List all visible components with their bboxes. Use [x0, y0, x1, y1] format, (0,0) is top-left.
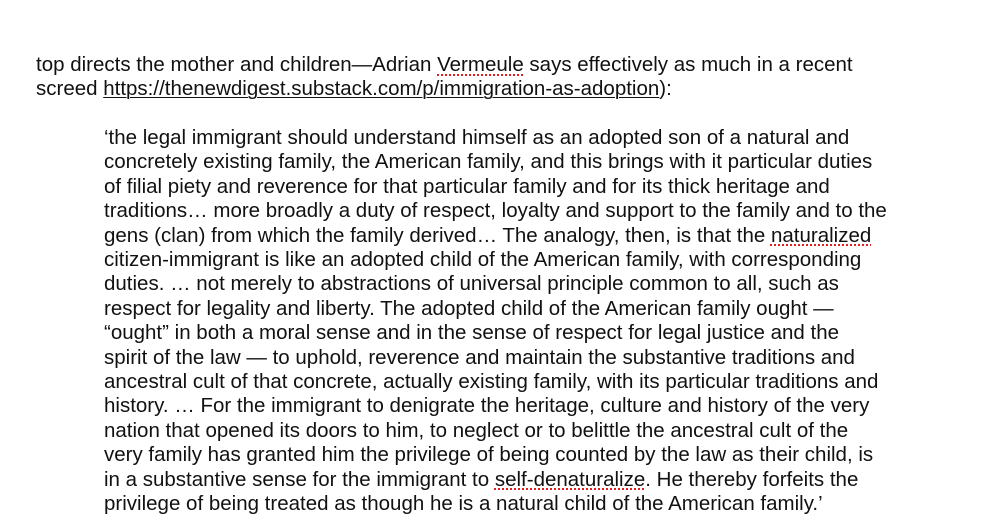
quote-line: respect for legality and liberty. The adopted child of the American family ought — [104, 296, 834, 320]
quote-text: . He thereby forfeits the [645, 467, 859, 491]
quote-line: history. … For the immigrant to denigrate the heritage, culture and history of the very [104, 394, 870, 418]
intro-paragraph [36, 53, 986, 102]
intro-text: top directs the mother and children—Adrian [36, 53, 438, 76]
spellcheck-flagged-word[interactable]: self-denaturalize [494, 467, 646, 491]
quote-line: spirit of the law — to uphold, reverence and maintain the substantive traditions and [104, 345, 855, 369]
quote-line: citizen-immigrant is like an adopted child of the American family, with corresponding [104, 248, 862, 272]
quote-line: very family has granted him the privilege of being counted by the law as their child, is [104, 443, 874, 467]
intro-text: screed [36, 77, 104, 101]
quote-line: nation that opened its doors to him, to neglect or to belittle the ancestral cult of the [104, 418, 849, 442]
quote-line [104, 224, 994, 248]
quote-line: ancestral cult of that concrete, actually existing family, with its particular traditions and [104, 370, 879, 394]
quote-line [104, 468, 994, 492]
intro-text: says effectively as much in a recent [523, 53, 853, 76]
quote-line: traditions… more broadly a duty of respect, loyalty and support to the family and to the [104, 199, 887, 223]
quote-text: in a substantive sense for the immigrant to [104, 467, 495, 491]
quote-line: of filial piety and reverence for that particular family and for its thick heritage and [104, 174, 830, 198]
spellcheck-flagged-word[interactable]: naturalized [770, 223, 872, 247]
intro-line-1 [36, 53, 986, 77]
spellcheck-flagged-word[interactable]: Vermeule [437, 53, 524, 76]
intro-line-2 [36, 77, 986, 101]
quote-line: concretely existing family, the American family, and this brings with it particular duties [104, 150, 873, 174]
substack-link[interactable]: https://thenewdigest.substack.com/p/immigration-as-adoption [103, 77, 660, 101]
quote-line: duties. … not merely to abstractions of universal principle common to all, such as [104, 272, 839, 296]
quote-text: gens (clan) from which the family derived… The analogy, then, is that the [104, 223, 771, 247]
intro-text: ): [659, 77, 672, 101]
quote-line: “ought” in both a moral sense and in the sense of respect for legal justice and the [104, 321, 840, 345]
quote-line: privilege of being treated as though he is a natural child of the American family.’ [104, 492, 823, 516]
quote-line: ‘the legal immigrant should understand himself as an adopted son of a natural and [104, 126, 850, 149]
block-quote [104, 126, 994, 517]
